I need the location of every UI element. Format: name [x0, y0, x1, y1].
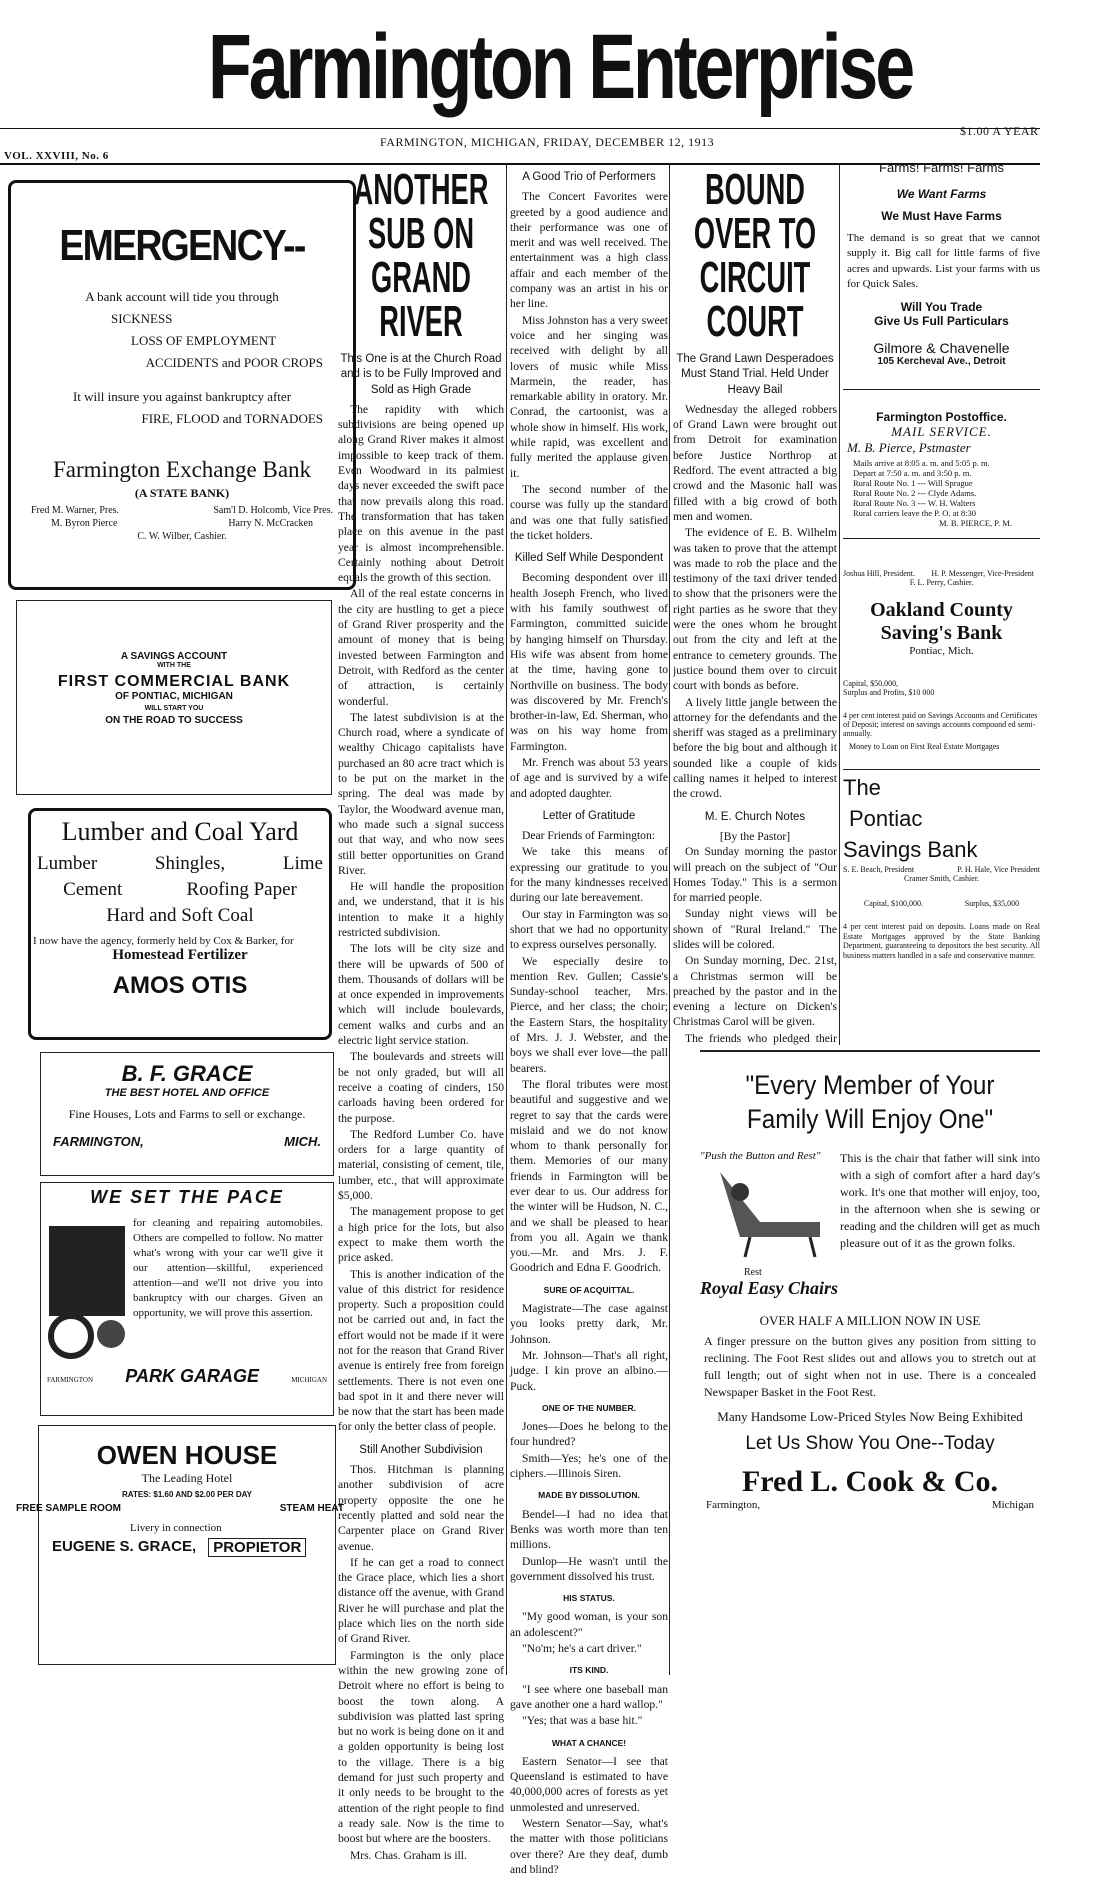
paragraph: A lively little jangle between the attorney for the defendants and the sheriff was staged as a preliminary before the big bout and although it sounded like a couple of kids calling names it helped to interest the crowd.	[673, 695, 837, 801]
article-another-sub	[338, 165, 504, 1864]
oakland-officers: Joshua Hill, President. H. P. Messenger, Vice-President	[843, 569, 1034, 579]
ad-line: ON THE ROAD TO SUCCESS	[105, 715, 243, 726]
ad-headline: "Every Member of Your Family Will Enjoy One"	[745, 1070, 995, 1134]
cashier: F. L. Perry, Cashier.	[909, 578, 974, 588]
ad-line: Give Us Full Particulars	[874, 314, 1009, 329]
easy-chair-illustration-icon	[700, 1162, 830, 1262]
proprietor-row: EUGENE S. GRACE, PROPIETOR	[52, 1538, 382, 1557]
paragraph: Bendel—I had no idea that Benks was worth more than ten millions.	[510, 1507, 668, 1552]
bank-type: (A STATE BANK)	[134, 486, 230, 500]
paragraph: The floral tributes were most beautiful and suggestive and we regret to say that the cards were mislaid and we do not know whom to thank personally for them. Memories of our many friends in Farmington will be ever dear to us. Our address for the winter will be Hudson, N. C., and we shall be pleased to hear from you all. Again we thank you.—Mr. and Mrs. J. F. Goodrich and Edna F. Goodrich.	[510, 1077, 668, 1275]
schedule-line: Rural Route No. 3 --- W. H. Walters	[853, 498, 976, 509]
ad-line: WITH THE	[157, 662, 191, 669]
emergency-bank-ad	[8, 180, 356, 590]
bank-city: Pontiac, Mich.	[909, 645, 974, 658]
firm-location: Farmington, Michigan	[706, 1499, 1034, 1511]
ad-line: Let Us Show You One--Today	[745, 1433, 995, 1454]
brand-logo: Royal Easy Chairs	[700, 1278, 839, 1298]
paragraph: The management propose to get a high price for the lots, but also expect to make them worth the price asked.	[338, 1205, 504, 1265]
paragraph: "No'm; he's a cart driver."	[522, 1642, 642, 1656]
paragraph: Mr. French was about 53 years of age and is survived by a wife and adopted daughter.	[510, 755, 668, 800]
postmaster: M. B. Pierce, Pstmaster	[847, 440, 971, 456]
paragraph: Farmington is the only place within the new growing zone of Detroit where no effort is being to boost the town along. A subdivision was platted last spring but no work is being done on it and a golden opportunity is being lost to the village. There is a big demand for just such property and it only needs to be brought to the attention of the right people to find a ready sale. Now is the time to boost but where are the boosters.	[338, 1648, 504, 1846]
subheading: Letter of Gratitude	[542, 809, 636, 822]
interest-note: 4 per cent interest paid on Savings Accounts and Certificates of Deposit; interest on savings accounts compound ed semi-annually.	[843, 711, 1038, 739]
paragraph: Our stay in Farmington was so short that we had no opportunity to express ourselves personally.	[510, 907, 668, 952]
paragraph: Smith—Yes; he's one of the ciphers.—Illinois Siren.	[510, 1451, 668, 1481]
price: $1.00 A YEAR	[960, 124, 1039, 138]
column-3-news	[510, 162, 668, 1878]
ad-line: Livery in connection	[130, 1522, 222, 1534]
ad-title: WE SET THE PACE	[90, 1187, 284, 1207]
paragraph: The Concert Favorites were greeted by a good audience and their performance was one of merit and was well received. The entertainment was a high class affair and each member of the company was an artist in his or her line.	[510, 190, 668, 311]
paragraph: We especially desire to mention Rev. Gullen; Cassie's Sunday-school teacher, Mrs. Pierce, and her class; the choir; the Eastern Stars, the hospitality of Mrs. J. J. Webster, and the boys we shall ever love—the pall bearers.	[510, 954, 668, 1075]
paragraph: The friends who pledged their	[685, 1031, 837, 1045]
paragraph: Miss Johnston has a very sweet voice and her singing was received with delight by all lovers of music while Miss Marmein, the reader, has remarkable ability in oratory. Mr. Conrad, the cartoonist, was a whole show in himself. His work, while rapid, was excellent and fully merited the applause given it.	[510, 313, 668, 480]
products-row: Cement Roofing Paper	[63, 879, 297, 900]
schedule-line: Mails arrive at 8:05 a. m. and 5:05 p. m.	[853, 458, 990, 469]
paragraph: Western Senator—Say, what's the matter with those politicians over there? Are they deaf, dumb and blind?	[510, 1816, 668, 1876]
advertiser-name: AMOS OTIS	[112, 972, 248, 999]
ad-line: The Leading Hotel	[141, 1471, 233, 1485]
ad-line: A SAVINGS ACCOUNT	[120, 651, 228, 662]
masthead-title: Farmington Enterprise	[207, 16, 912, 118]
article-bound-over	[673, 168, 837, 1048]
bank-name: Savings Bank	[843, 837, 978, 863]
paragraph: The rapidity with which subdivisions are being opened up along Grand River makes it almost impossible to keep track of them. Even Woodward in its palmiest days never exceeded the swift pace that now prevails along this road. The transformation that has taken place on this avenue in the past year is almost incomprehensible. Certainly nothing about Detroit equals the growth of this section.	[338, 402, 504, 585]
officers-row: M. Byron Pierce Harry N. McCracken	[51, 518, 313, 529]
subheading: Killed Self While Despondent	[514, 552, 664, 565]
bank-name: Pontiac	[849, 806, 923, 832]
bank-name: Oakland County Saving's Bank	[870, 599, 1013, 645]
ad-body: The demand is so great that we cannot supply it. Big call for little farms of five acres and upwards. List your farms with us for Quick Sales.	[847, 232, 1040, 290]
ad-line: FIRE, FLOOD and TORNADOES	[141, 411, 323, 426]
pontiac-officers: S. E. Beach, President P. H. Hale, Vice President	[843, 865, 1040, 875]
paragraph: If he can get a road to connect the Grace place, which lies a short distance off the avenue, with Grand River he will purchase and plat the place which lies on the north side of Grand River.	[338, 1555, 504, 1646]
paragraph: "My good woman, is your son an adolescent?"	[510, 1610, 668, 1639]
paragraph: On Sunday morning, Dec. 21st, a Christmas sermon will be preached by the pastor and in the evening a lecture on Dicken's Christmas Carol will be given.	[673, 954, 837, 1029]
volume: VOL. XXVIII, No. 6	[4, 150, 109, 162]
advertiser-name: B. F. GRACE	[121, 1061, 253, 1086]
subheading: [By the Pastor]	[719, 829, 791, 843]
divider	[0, 128, 1040, 129]
paragraph: The evidence of E. B. Wilhelm was taken to prove that the attempt was made to rob the place and the testimony of the taxi driver tended to show that the prisoners were the right parties as he swore that they were the ones whom he brought out from the city and left at the entrance to cemetery grounds. The justice bound them over to circuit court with bonds as before.	[673, 526, 837, 693]
paragraph: Sunday night views will be shown of "Rural Ireland." The slides will be colored.	[673, 907, 837, 951]
ad-line: Will You Trade	[900, 300, 983, 315]
ad-line: ACCIDENTS and POOR CROPS	[145, 355, 323, 370]
headline: ANOTHER SUB ON GRAND RIVER	[353, 165, 489, 346]
paragraph: Eastern Senator—I see that Queensland is estimated to have 40,000,000 acres of forests as yet unmolested and unreserved.	[510, 1754, 668, 1814]
ad-line: Hard and Soft Coal	[106, 905, 254, 926]
ad-body: for cleaning and repairing automobiles. Others are compelled to follow. No matter what's wrong with your car we'll give it our attention—skillful, experienced attention—and we'll not drive you into bankruptcy with our charges. Given an opportunity, we will prove this assertion.	[133, 1217, 323, 1319]
ad-line: THE BEST HOTEL AND OFFICE	[104, 1087, 270, 1099]
ad-line: Fine Houses, Lots and Farms to sell or exchange.	[68, 1107, 306, 1121]
paragraph: Mrs. Chas. Graham is ill.	[350, 1848, 467, 1862]
ad-line: WILL START YOU	[144, 705, 204, 712]
subheading: SURE OF ACQUITTAL.	[543, 1284, 635, 1295]
subheading: MADE BY DISSOLUTION.	[538, 1490, 640, 1501]
subheading: Still Another Subdivision	[359, 1443, 483, 1456]
subheading: WHAT A CHANCE!	[551, 1737, 627, 1748]
schedule-line: Rural carriers leave the P. O. at 8:30	[853, 508, 976, 519]
paragraph: He will handle the proposition and, we understand, that it is his intention to make it a highly restricted subdivision.	[338, 880, 504, 939]
paragraph: On Sunday morning the pastor will preach on the subject of "Our Homes Today." This is a sermon for married people.	[673, 845, 837, 905]
products-row: Lumber Shingles, Lime	[37, 853, 323, 874]
pontiac-body: 4 per cent interest paid on deposits. Loans made on Real Estate Mortgages approved by the State Banking Department, guaranteeing to depositors the best security. All business matters handled in a safe and conservative manner.	[843, 922, 1040, 960]
ad-slogan: "Push the Button and Rest"	[700, 1150, 821, 1162]
loan-note: Money to Loan on First Real Estate Mortgages	[849, 742, 1000, 752]
paragraph: Mr. Johnson—That's all right, judge. I kin prove an albino.—Puck.	[510, 1348, 668, 1393]
schedule-line: Rural Route No. 2 --- Clyde Adams.	[853, 488, 977, 499]
ad-line: We Want Farms	[896, 187, 987, 201]
firm-name: Fred L. Cook & Co.	[741, 1465, 999, 1498]
paragraph: This is another indication of the value of this district for residence property. Such a proposition could not be carried out and, in fact the effort would not be made if it were not for the reason that Grand River avenue is entirely free from foreign settlements. There is not even one bad spot in it and there never will be now that the start has been made for only the better class of people.	[338, 1267, 504, 1434]
park-garage-ad	[40, 1182, 334, 1416]
paragraph: The latest subdivision is at the Church road, where a syndicate of wealthy Chicago capitalists have purchased an 80 acre tract which is to be put on the market in the spring. The deal was made by Taylor, the Woodward avenue man, who made such a signal success out that way, and who now sees still better opportunities on Grand River.	[338, 710, 504, 877]
paragraph: Becoming despondent over ill health Joseph French, who lived with his family southwest of Farmington, committed suicide by hanging himself on Thursday. His wife was absent from home at the time, having gone to Northville on business. The body was discovered by Mr. French's brother-in-law, Ed. Sherman, who was on his way home from Farmington.	[510, 571, 668, 753]
paragraph: The boulevards and streets will be not only graded, but will all receive a coating of cinders, 150 carloads having been ordered for the purpose.	[338, 1050, 504, 1125]
paragraph: Wednesday the alleged robbers of Grand Lawn were brought out from Detroit for examination before Justice Northrop at Redford. The event attracted a big crowd and the Masonic hall was filled with a big crowd of both men and women.	[673, 402, 837, 523]
paragraph: Jones—Does he belong to the four hundred?	[510, 1420, 668, 1449]
ad-line: Homestead Fertilizer	[112, 947, 248, 963]
paragraph: The lots will be city size and there will be upwards of 500 of them. Thousands of dollars will be at once expended in improvements which will include boulevards, cement walks and curbs and an electric light service station.	[338, 942, 504, 1048]
cashier: Cramer Smith, Cashier.	[903, 874, 980, 884]
paragraph: Dear Friends of Farmington:	[522, 829, 655, 843]
subheading: This One is at the Church Road and is to be Fully Improved and Sold as High Grade	[340, 353, 502, 396]
first-commercial-bank-ad	[16, 600, 332, 795]
column-rule	[669, 165, 670, 1675]
ad-line: Many Handsome Low-Priced Styles Now Being Exhibited	[717, 1409, 1023, 1424]
ad-line: A bank account will tide you through	[85, 289, 279, 304]
schedule-line: Depart at 7:50 a. m. and 3:50 p. m.	[853, 468, 972, 479]
ad-body: A finger pressure on the button gives any position from sitting to reclining. The Foot Rest slides out and allows you to stretch out at full length; out of sight when not in use. There is a concealed Newspaper Basket in the Foot Rest.	[704, 1334, 1036, 1399]
ad-title: Lumber and Coal Yard	[61, 817, 299, 846]
rest-label: Rest	[744, 1267, 762, 1278]
paragraph: "I see where one baseball man gave another one a hard wallop."	[510, 1682, 668, 1711]
lumber-coal-ad	[28, 808, 332, 1040]
firm-address: 105 Kercheval Ave., Detroit	[877, 356, 1006, 368]
officers-row: Fred M. Warner, Pres. Sam'l D. Holcomb, Vice Pres.	[31, 505, 333, 516]
paragraph: The second number of the course was fully up the standard and was one that fully satisfied the ticket holders.	[510, 482, 668, 542]
postoffice-sub: MAIL SERVICE.	[891, 424, 992, 440]
subheading: HIS STATUS.	[563, 1593, 615, 1604]
subheading: ONE OF THE NUMBER.	[542, 1402, 636, 1413]
pontiac-capital: Capital, $100,000. Surplus, $35,000	[863, 899, 1020, 909]
advertiser-name: OWEN HOUSE	[96, 1440, 278, 1470]
paragraph: Dunlop—He wasn't until the government dissolved his trust.	[510, 1554, 668, 1583]
postoffice-signature: M. B. PIERCE, P. M.	[939, 518, 1012, 529]
farms-title: Farms! Farms! Farms	[879, 160, 1004, 175]
ad-line: OVER HALF A MILLION NOW IN USE	[759, 1313, 981, 1328]
bank-name: FIRST COMMERCIAL BANK	[57, 673, 291, 690]
postoffice-title: Farmington Postoffice.	[876, 410, 1007, 425]
ad-title: EMERGENCY--	[59, 221, 305, 270]
firm-name: Gilmore & Chavenelle	[873, 340, 1010, 357]
subheading: M. E. Church Notes	[704, 810, 806, 823]
signature-row: FARMINGTON PARK GARAGE MICHIGAN	[47, 1366, 327, 1386]
cashier: C. W. Wilber, Cashier.	[137, 531, 227, 542]
paragraph: Magistrate—The case against you looks pretty dark, Mr. Johnson.	[510, 1302, 668, 1346]
paragraph: All of the real estate concerns in the city are hustling to get a piece of Grand River prosperity and the amount of money that is being invested between Farmington and Detroit, with Redford as the center of attraction, is certainly wonderful.	[338, 587, 504, 708]
surplus: Surplus and Profits, $10 000	[843, 688, 935, 698]
dateline: FARMINGTON, MICHIGAN, FRIDAY, DECEMBER 12, 1913	[380, 135, 715, 149]
paragraph: Thos. Hitchman is planning another subdivision of acre property opposite the one he recently platted and sold near the Carpenter place on Grand River avenue.	[338, 1463, 504, 1553]
bank-name: Farmington Exchange Bank	[52, 457, 312, 482]
ad-line: SICKNESS	[111, 311, 173, 326]
headline: BOUND OVER TO CIRCUIT COURT	[693, 168, 817, 346]
ad-line: LOSS OF EMPLOYMENT	[131, 333, 277, 348]
paragraph: "Yes; that was a base hit."	[522, 1714, 643, 1728]
mail-schedule	[843, 458, 1040, 518]
capital: Capital, $50,000,	[843, 679, 899, 689]
column-rule	[506, 165, 507, 1675]
ad-line: I now have the agency, formerly held by Cox & Barker, for	[33, 935, 294, 947]
automobile-engine-icon	[41, 1216, 133, 1366]
subheading: A Good Trio of Performers	[522, 171, 656, 183]
bank-name: The	[843, 775, 881, 801]
subheading: The Grand Lawn Desperadoes Must Stand Trial. Held Under Heavy Bail	[676, 353, 834, 396]
royal-easy-chairs-ad	[700, 1050, 1040, 1690]
column-rule	[839, 165, 840, 1045]
ad-line: We Must Have Farms	[881, 209, 1002, 223]
paragraph: We take this means of expressing our gratitude to you for the many kindnesses received during our late bereavement.	[510, 845, 668, 905]
ad-line: RATES: $1.60 AND $2.00 PER DAY	[122, 1490, 252, 1499]
location-row: FARMINGTON, MICH.	[53, 1134, 321, 1149]
ad-line: OF PONTIAC, MICHIGAN	[115, 691, 233, 702]
bf-grace-ad	[40, 1052, 334, 1176]
ad-body: This is the chair that father will sink into with a sigh of comfort after a hard day's work. It's one that mother will enjoy, too, in the afternoon when she is sewing or reading and the children will get as much pleasure out of it as the grown folks.	[840, 1151, 1040, 1250]
column-5-ads	[843, 160, 1040, 960]
ad-line: It will insure you against bankruptcy after	[72, 389, 292, 404]
subheading: ITS KIND.	[569, 1665, 609, 1676]
schedule-line: Rural Route No. 1 --- Will Sprague	[853, 478, 973, 489]
paragraph: The Redford Lumber Co. have orders for a large quantity of material, consisting of cement, tile, lumber, etc., that will approximate $5,000.	[338, 1127, 504, 1203]
owen-amenities: FREE SAMPLE ROOM STEAM HEAT	[16, 1503, 344, 1514]
